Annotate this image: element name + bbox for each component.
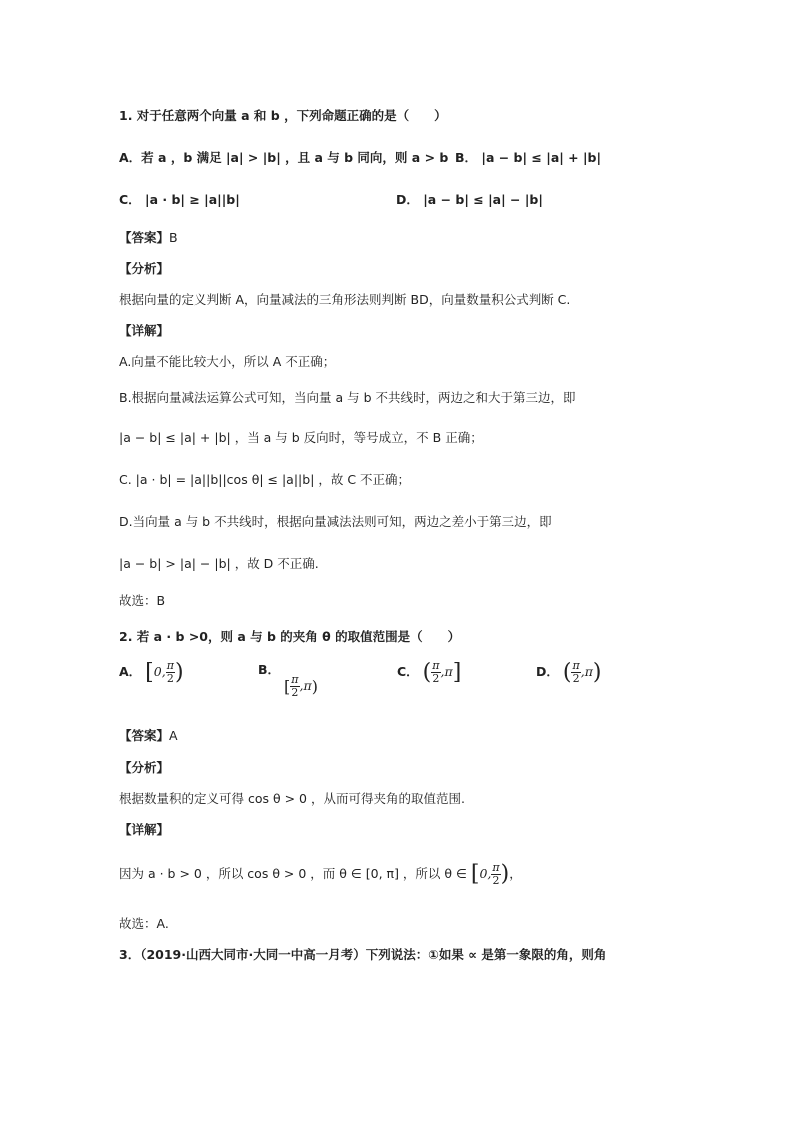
- q1-option-a: A．若 a ，b 满足 |a| > |b| ，且 a 与 b 同向，则 a > b: [119, 150, 449, 165]
- q1-detail-b1: B.根据向量减法运算公式可知，当向量 a 与 b 不共线时，两边之和大于第三边，即: [119, 390, 576, 405]
- q2-option-d: D． ( $\frac{\pi}{2}$ ,π): [536, 659, 602, 685]
- q1-detail-a: A.向量不能比较大小，所以 A 不正确；: [119, 354, 336, 369]
- q1-detail-d1: D.当向量 a 与 b 不共线时，根据向量减法法则可知，两边之差小于第三边，即: [119, 514, 552, 529]
- q2-option-a: A． [0, $\frac{\pi}{2}$ ): [119, 659, 184, 685]
- answer-label: 【答案】: [119, 728, 170, 743]
- q1-option-b: B． |a − b| ≤ |a| + |b|: [455, 150, 602, 165]
- q2-option-c: C． ( $\frac{\pi}{2}$ ,π]: [397, 659, 462, 685]
- q3-stem: 3．（2019·山西大同市·大同一中高一月考）下列说法：①如果 ∝ 是第一象限的角，则角: [119, 947, 607, 962]
- q1-stem: 1. 对于任意两个向量 a 和 b ，下列命题正确的是（ ）: [119, 108, 447, 123]
- answer-label: 【答案】: [119, 230, 170, 245]
- q1-analysis-label: 【分析】: [119, 261, 170, 276]
- q1-option-d: D． |a − b| ≤ |a| − |b|: [396, 192, 543, 207]
- q2-answer: [119, 726, 178, 746]
- answer-value: A: [169, 728, 178, 743]
- q2-analysis-text: 根据数量积的定义可得 cos θ > 0 ，从而可得夹角的取值范围.: [119, 791, 465, 806]
- q1-detail-label: 【详解】: [119, 323, 170, 338]
- q2-choose: 故选：A.: [119, 916, 169, 931]
- q2-stem: 2. 若 a · b >0，则 a 与 b 的夹角 θ 的取值范围是（ ）: [119, 629, 461, 644]
- q2-option-b: B． [ $\frac{\pi}{2}$ ,π): [258, 662, 318, 699]
- q2-detail: 因为 a · b > 0 ，所以 cos θ > 0 ，而 θ ∈ [0, π] ，所以 θ ∈ [0, $\frac{\pi}{2}$ )，: [119, 861, 522, 887]
- answer-value: B: [169, 230, 178, 245]
- q1-option-c: C． |a · b| ≥ |a||b|: [119, 192, 240, 207]
- q1-detail-c: C. |a · b| = |a||b||cos θ| ≤ |a||b| ，故 C 不正确；: [119, 472, 411, 487]
- q1-detail-d2: |a − b| > |a| − |b| ，故 D 不正确.: [119, 556, 319, 571]
- q1-analysis-text: 根据向量的定义判断 A，向量减法的三角形法则判断 BD，向量数量积公式判断 C.: [119, 292, 571, 307]
- q2-analysis-label: 【分析】: [119, 760, 170, 775]
- q2-detail-label: 【详解】: [119, 822, 170, 837]
- q1-choose: 故选：B: [119, 593, 166, 608]
- q1-answer: [119, 228, 178, 248]
- q1-detail-b2: |a − b| ≤ |a| + |b| ，当 a 与 b 反向时，等号成立，不 B 正确；: [119, 430, 483, 445]
